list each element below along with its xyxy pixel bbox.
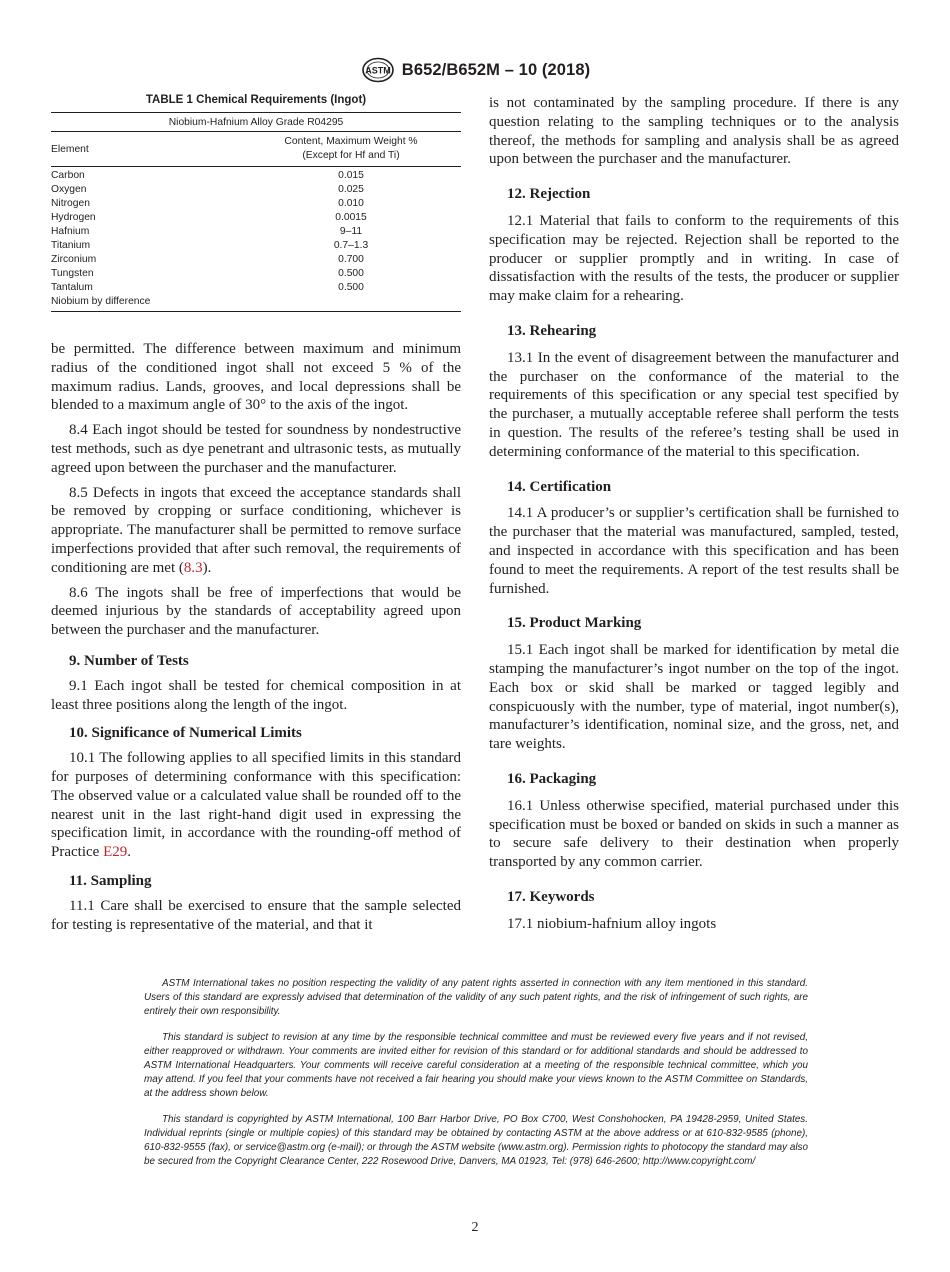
footer-revision-notice: This standard is subject to revision at any time by the responsible technical committee and must be reviewed every five years and if not revised, either reapproved or withdrawn. Your comments are invited either for revision of this standard or for additional standards and should be addressed to ASTM International Headquarters. Your comments will receive careful consideration at a meeting of the responsible technical committee, which you may attend. If you feel that your comments have not received a fair hearing you should make your views known to the ASTM Committee on Standards, at the address shown below. [144, 1032, 808, 1099]
right-column [489, 94, 899, 933]
astm-logo-icon [360, 57, 396, 83]
page-number: 2 [471, 1220, 479, 1235]
table-row [51, 225, 461, 239]
max-weight-value: 0.7–1.3 [333, 240, 369, 251]
table-grade-header: Niobium-Hafnium Alloy Grade R04295 [51, 113, 461, 132]
section-13-heading: 13. Rehearing [507, 322, 597, 339]
table-body [51, 167, 461, 311]
table-row [51, 267, 461, 281]
document-designation: B652/B652M – 10 (2018) [401, 60, 591, 79]
table-title: TABLE 1 Chemical Requirements (Ingot) [145, 94, 367, 106]
paragraph-14-1: 14.1 A producer’s or supplier’s certification shall be furnished to the purchaser that the material was manufactured, sampled, tested, and inspected in accordance with this specification and has been found to meet the requirements. A report of the test results shall be furnished. [489, 505, 899, 597]
section-14-heading: 14. Certification [507, 478, 612, 495]
section-15-heading: 15. Product Marking [507, 615, 642, 632]
element-name: Tungsten [51, 268, 94, 279]
paragraph-15-1: 15.1 Each ingot shall be marked for identification by metal die stamping the manufacturer’s ingot number on the top of the ingot. Each box or skid shall be marked or tagged legibly and conspicuously with the number, type of material, ingot number(s), manufacturer’s identification, nominal size, and the gross, net, and tare weights. [489, 642, 899, 753]
element-name: Oxygen [51, 184, 87, 195]
chemical-requirements-table [51, 112, 461, 312]
max-weight-value: 0.0015 [335, 212, 367, 223]
section-12-heading: 12. Rejection [507, 186, 591, 203]
table-row [51, 183, 461, 197]
link-8-3[interactable]: 8.3 [183, 559, 203, 576]
element-name: Zirconium [51, 254, 97, 265]
section-10-heading: 10. Significance of Numerical Limits [69, 725, 302, 742]
paragraph-13-1: 13.1 In the event of disagreement between the manufacturer and the purchaser on the conformance of the material to the requirements of this specification or any special test specified by the purchaser, a mutually acceptable referee shall perform the tests in question. The results of the referee’s testing shall be used in determining conformance of the material to this specification. [489, 349, 899, 460]
max-weight-value: 9–11 [339, 226, 363, 237]
left-column [51, 340, 461, 934]
page-header [0, 57, 950, 83]
element-name: Titanium [51, 240, 91, 251]
footer-patent-notice: ASTM International takes no position respecting the validity of any patent rights asserted in connection with any item mentioned in this standard. Users of this standard are expressly advised that determination of the validity of any such patent rights, and the risk of infringement of such rights, are entirely their own responsibility. [144, 978, 808, 1017]
table-row [51, 169, 461, 183]
table-row [51, 281, 461, 295]
paragraph-8-5: 8.5 Defects in ingots that exceed the acceptance standards shall be removed by cropping or surface conditioning, whichever is appropriate. The manufacturer shall be permitted to remove surface imperfections provided that after such removal, the requirements of conditioning are met (8.3). [51, 484, 461, 576]
section-17-heading: 17. Keywords [507, 888, 595, 905]
section-11-heading: 11. Sampling [69, 872, 152, 889]
paragraph-continuation-right: is not contaminated by the sampling procedure. If there is any question relating to the sampling techniques or to the analysis thereof, the methods for sampling and analysis shall be as agreed upon between the purchaser and the manufacturer. [489, 95, 899, 168]
max-weight-value [241, 295, 461, 309]
element-name: Nitrogen [51, 198, 90, 209]
paragraph-16-1: 16.1 Unless otherwise specified, material purchased under this specification must be boxed or banded on skids in such a manner as to secure safe delivery to their destination when properly transported by any common carrier. [489, 797, 899, 871]
paragraph-11-1: 11.1 Care shall be exercised to ensure that the sample selected for testing is representative of the material, and that it [51, 897, 461, 933]
paragraph-10-1: 10.1 The following applies to all specified limits in this standard for purposes of determining conformance with this specification: The observed value or a calculated value shall be rounded off to the nearest unit in the last right-hand digit used in expressing the specification limit, in accordance with the rounding-off method of Practice E29. [51, 750, 461, 861]
paragraph-17-1: 17.1 niobium-hafnium alloy ingots [507, 915, 717, 932]
paragraph-continuation: be permitted. The difference between maximum and minimum radius of the conditioned ingot shall not exceed 5 % of the maximum radius. Lands, grooves, and local depressions shall be blended to a maximum angle of 30° to the axis of the ingot. [51, 341, 461, 414]
footer-copyright-notice: This standard is copyrighted by ASTM International, 100 Barr Harbor Drive, PO Box C700, West Conshohocken, PA 19428-2959, United States. Individual reprints (single or multiple copies) of this standard may be obtained by contacting ASTM at the above address or at 610-832-9585 (phone), 610-832-9555 (fax), or service@astm.org (e-mail); or through the ASTM website (www.astm.org). Permission rights to photocopy the standard may also be secured from the Copyright Clearance Center, 222 Rosewood Drive, Danvers, MA 01923, Tel: (978) 646-2600; http://www.copyright.com/ [144, 1114, 808, 1167]
max-weight-value: 0.015 [338, 170, 364, 181]
element-name: Carbon [51, 170, 85, 181]
element-name: Hafnium [51, 226, 90, 237]
section-9-heading: 9. Number of Tests [69, 652, 189, 669]
paragraph-12-1: 12.1 Material that fails to conform to the requirements of this specification may be rejected. Rejection shall be reported to the producer or supplier promptly and in writing. In case of dissatisfaction with the results of the tests, the producer or supplier may make claim for a rehearing. [489, 212, 899, 305]
element-name: Niobium by difference [51, 296, 151, 307]
max-weight-value: 0.500 [338, 268, 364, 279]
copyright-footer [144, 977, 808, 1169]
table-row [51, 239, 461, 253]
paragraph-9-1: 9.1 Each ingot shall be tested for chemical composition in at least three positions along the length of the ingot. [51, 677, 461, 713]
paragraph-8-6: 8.6 The ingots shall be free of imperfections that would be deemed injurious by the standards of acceptability agreed upon between the purchaser and the manufacturer. [51, 584, 461, 639]
max-weight-value: 0.010 [338, 198, 364, 209]
table-row [51, 197, 461, 211]
max-weight-value: 0.700 [338, 254, 364, 265]
link-e29[interactable]: E29 [103, 844, 128, 861]
max-weight-value: 0.025 [338, 184, 364, 195]
paragraph-8-4: 8.4 Each ingot should be tested for soundness by nondestructive test methods, such as dye penetrant and ultrasonic tests, as mutually agreed upon between the purchaser and the manufacturer. [51, 422, 461, 476]
table-column-headers [51, 132, 461, 167]
column-header-element: Element [51, 143, 89, 155]
svg-text:ASTM: ASTM [365, 65, 391, 76]
element-name: Hydrogen [51, 212, 96, 223]
table-row [51, 211, 461, 225]
table-row [51, 295, 461, 309]
element-name: Tantalum [51, 282, 93, 293]
section-16-heading: 16. Packaging [507, 770, 597, 787]
column-header-content: Content, Maximum Weight % (Except for Hf and Ti) [284, 136, 418, 161]
max-weight-value: 0.500 [338, 282, 364, 293]
table-row [51, 253, 461, 267]
